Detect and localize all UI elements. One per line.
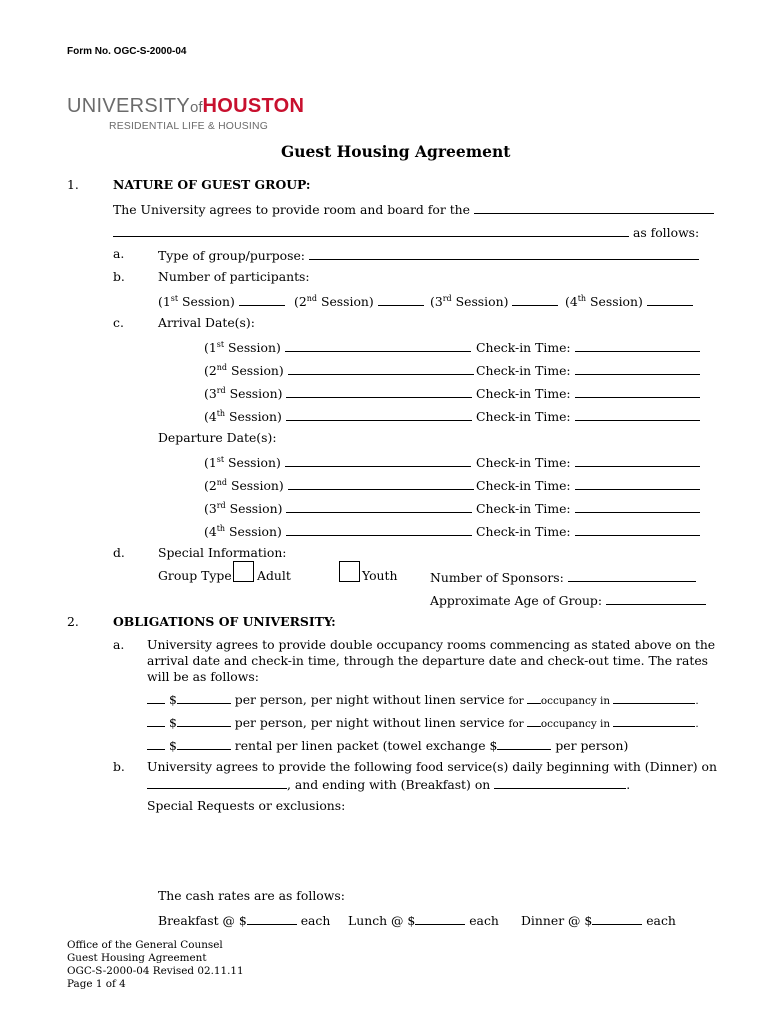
section1-heading: NATURE OF GUEST GROUP:: [113, 177, 311, 192]
arrival-date-field-4[interactable]: [286, 409, 472, 421]
item-b-letter: b.: [113, 269, 125, 284]
arrival-checkin-2: Check-in Time:: [476, 363, 700, 377]
arrival-checkin-field-2[interactable]: [575, 363, 700, 375]
participants-session-1: (1st Session): [158, 294, 285, 308]
arrival-session-2: (2nd Session): [204, 363, 474, 377]
footer-line2: Guest Housing Agreement: [67, 952, 207, 964]
section2-b-line1: University agrees to provide the following food service(s) daily beginning with (Dinner) on: [147, 759, 717, 774]
dinner-rate: Dinner @ $ each: [521, 913, 676, 928]
participants-field-3[interactable]: [512, 294, 558, 306]
departure-session-2: (2nd Session): [204, 478, 474, 492]
footer-line1: Office of the General Counsel: [67, 939, 223, 951]
item-a: [158, 248, 699, 262]
lunch-rate: Lunch @ $ each: [348, 913, 499, 928]
participants-session-3: (3rd Session): [430, 294, 558, 308]
item-d-letter: d.: [113, 545, 125, 560]
arrival-checkin-field-3[interactable]: [575, 386, 700, 398]
arrival-label: Arrival Date(s):: [158, 315, 255, 330]
departure-date-field-2[interactable]: [288, 478, 474, 490]
arrival-checkin-1: Check-in Time:: [476, 340, 700, 354]
arrival-checkin-field-1[interactable]: [575, 340, 700, 352]
page-title: Guest Housing Agreement: [281, 142, 511, 161]
arrival-session-3: (3rd Session): [204, 386, 472, 400]
cash-rates-intro: The cash rates are as follows:: [158, 888, 345, 903]
group-type-label: Group Type: [158, 568, 232, 583]
rate3-check-field[interactable]: [147, 738, 165, 750]
intro-text: The University agrees to provide room and board for the: [113, 202, 470, 217]
departure-checkin-3: Check-in Time:: [476, 501, 700, 515]
dinner-rate-field[interactable]: [592, 913, 642, 925]
rate1-occupancy-field[interactable]: [613, 694, 695, 704]
age-of-group: Approximate Age of Group:: [430, 593, 706, 607]
section2-a-line2: arrival date and check-in time, through the departure date and check-out time. The rates: [147, 653, 709, 668]
logo-university: UNIVERSITY: [67, 95, 191, 117]
departure-date-field-4[interactable]: [286, 524, 472, 536]
lunch-rate-field[interactable]: [415, 913, 465, 925]
participants-field-4[interactable]: [647, 294, 693, 306]
rate2-amount-field[interactable]: [177, 715, 231, 727]
logo-subtitle: RESIDENTIAL LIFE & HOUSING: [109, 121, 268, 132]
breakfast-rate: Breakfast @ $ each: [158, 913, 331, 928]
breakfast-rate-field[interactable]: [247, 913, 297, 925]
group-name-field[interactable]: [474, 202, 714, 214]
departure-checkin-4: Check-in Time:: [476, 524, 700, 538]
logo-of: of: [190, 99, 203, 116]
sponsors: Number of Sponsors:: [430, 570, 696, 584]
age-field[interactable]: [606, 593, 706, 605]
participants-session-4: (4th Session): [565, 294, 693, 308]
adult-label: Adult: [257, 568, 291, 583]
arrival-checkin-4: Check-in Time:: [476, 409, 700, 423]
special-info-label: Special Information:: [158, 545, 287, 560]
arrival-checkin-3: Check-in Time:: [476, 386, 700, 400]
special-requests-label: Special Requests or exclusions:: [147, 798, 346, 813]
arrival-date-field-1[interactable]: [285, 340, 471, 352]
university-logo: [67, 96, 304, 116]
rate1-check-field[interactable]: [147, 692, 165, 704]
item-c-letter: c.: [113, 315, 124, 330]
departure-session-1: (1st Session): [204, 455, 471, 469]
arrival-session-1: (1st Session): [204, 340, 471, 354]
rate2-check-field[interactable]: [147, 715, 165, 727]
form-number: Form No. OGC-S-2000-04: [67, 46, 187, 57]
section2-a-line3: will be as follows:: [147, 669, 259, 684]
rate1-amount-field[interactable]: [177, 692, 231, 704]
section1-intro-cont: [113, 225, 699, 239]
section2-a-line1: University agrees to provide double occupancy rooms commencing as stated above on the: [147, 637, 716, 652]
sponsors-field[interactable]: [568, 570, 696, 582]
dinner-start-field[interactable]: [147, 777, 287, 789]
rate2-occupancy-field[interactable]: [613, 717, 695, 727]
departure-checkin-field-1[interactable]: [575, 455, 700, 467]
item-a-letter: a.: [113, 246, 125, 261]
section1-intro: [113, 202, 714, 216]
adult-checkbox[interactable]: [233, 561, 254, 582]
section2-a-letter: a.: [113, 637, 125, 652]
participants-label: Number of participants:: [158, 269, 310, 284]
departure-date-field-1[interactable]: [285, 455, 471, 467]
breakfast-end-field[interactable]: [494, 777, 626, 789]
departure-checkin-1: Check-in Time:: [476, 455, 700, 469]
departure-checkin-2: Check-in Time:: [476, 478, 700, 492]
youth-checkbox[interactable]: [339, 561, 360, 582]
departure-checkin-field-2[interactable]: [575, 478, 700, 490]
participants-session-2: (2nd Session): [294, 294, 424, 308]
section2-b-letter: b.: [113, 759, 125, 774]
section2-heading: OBLIGATIONS OF UNIVERSITY:: [113, 614, 336, 629]
youth-label: Youth: [362, 568, 398, 583]
rate1-for-field[interactable]: [527, 694, 541, 704]
footer-page-number: Page 1 of 4: [67, 978, 126, 990]
section2-b-line2: , and ending with (Breakfast) on .: [147, 777, 630, 791]
departure-date-field-3[interactable]: [286, 501, 472, 513]
type-of-group-label: Type of group/purpose:: [158, 248, 305, 263]
footer-line3: OGC-S-2000-04 Revised 02.11.11: [67, 965, 244, 977]
participants-field-2[interactable]: [378, 294, 424, 306]
departure-session-3: (3rd Session): [204, 501, 472, 515]
group-name-field-cont[interactable]: [113, 225, 629, 237]
section1-number: 1.: [67, 177, 79, 192]
rate-line-1: $ per person, per night without linen service for occupancy in .: [147, 692, 699, 706]
as-follows: as follows:: [632, 225, 700, 240]
departure-checkin-field-3[interactable]: [575, 501, 700, 513]
towel-exchange-field[interactable]: [497, 738, 551, 750]
arrival-checkin-field-4[interactable]: [575, 409, 700, 421]
rate-line-2: $ per person, per night without linen service for occupancy in .: [147, 715, 699, 729]
type-of-group-field[interactable]: [309, 248, 699, 260]
logo-houston: HOUSTON: [202, 95, 305, 117]
arrival-date-field-2[interactable]: [288, 363, 474, 375]
arrival-session-4: (4th Session): [204, 409, 472, 423]
participants-field-1[interactable]: [239, 294, 285, 306]
rate-line-3: $ rental per linen packet (towel exchange $ per person): [147, 738, 628, 752]
rate2-for-field[interactable]: [527, 717, 541, 727]
departure-checkin-field-4[interactable]: [575, 524, 700, 536]
section2-number: 2.: [67, 614, 79, 629]
rate3-amount-field[interactable]: [177, 738, 231, 750]
arrival-date-field-3[interactable]: [286, 386, 472, 398]
departure-session-4: (4th Session): [204, 524, 472, 538]
departure-label: Departure Date(s):: [158, 430, 277, 445]
